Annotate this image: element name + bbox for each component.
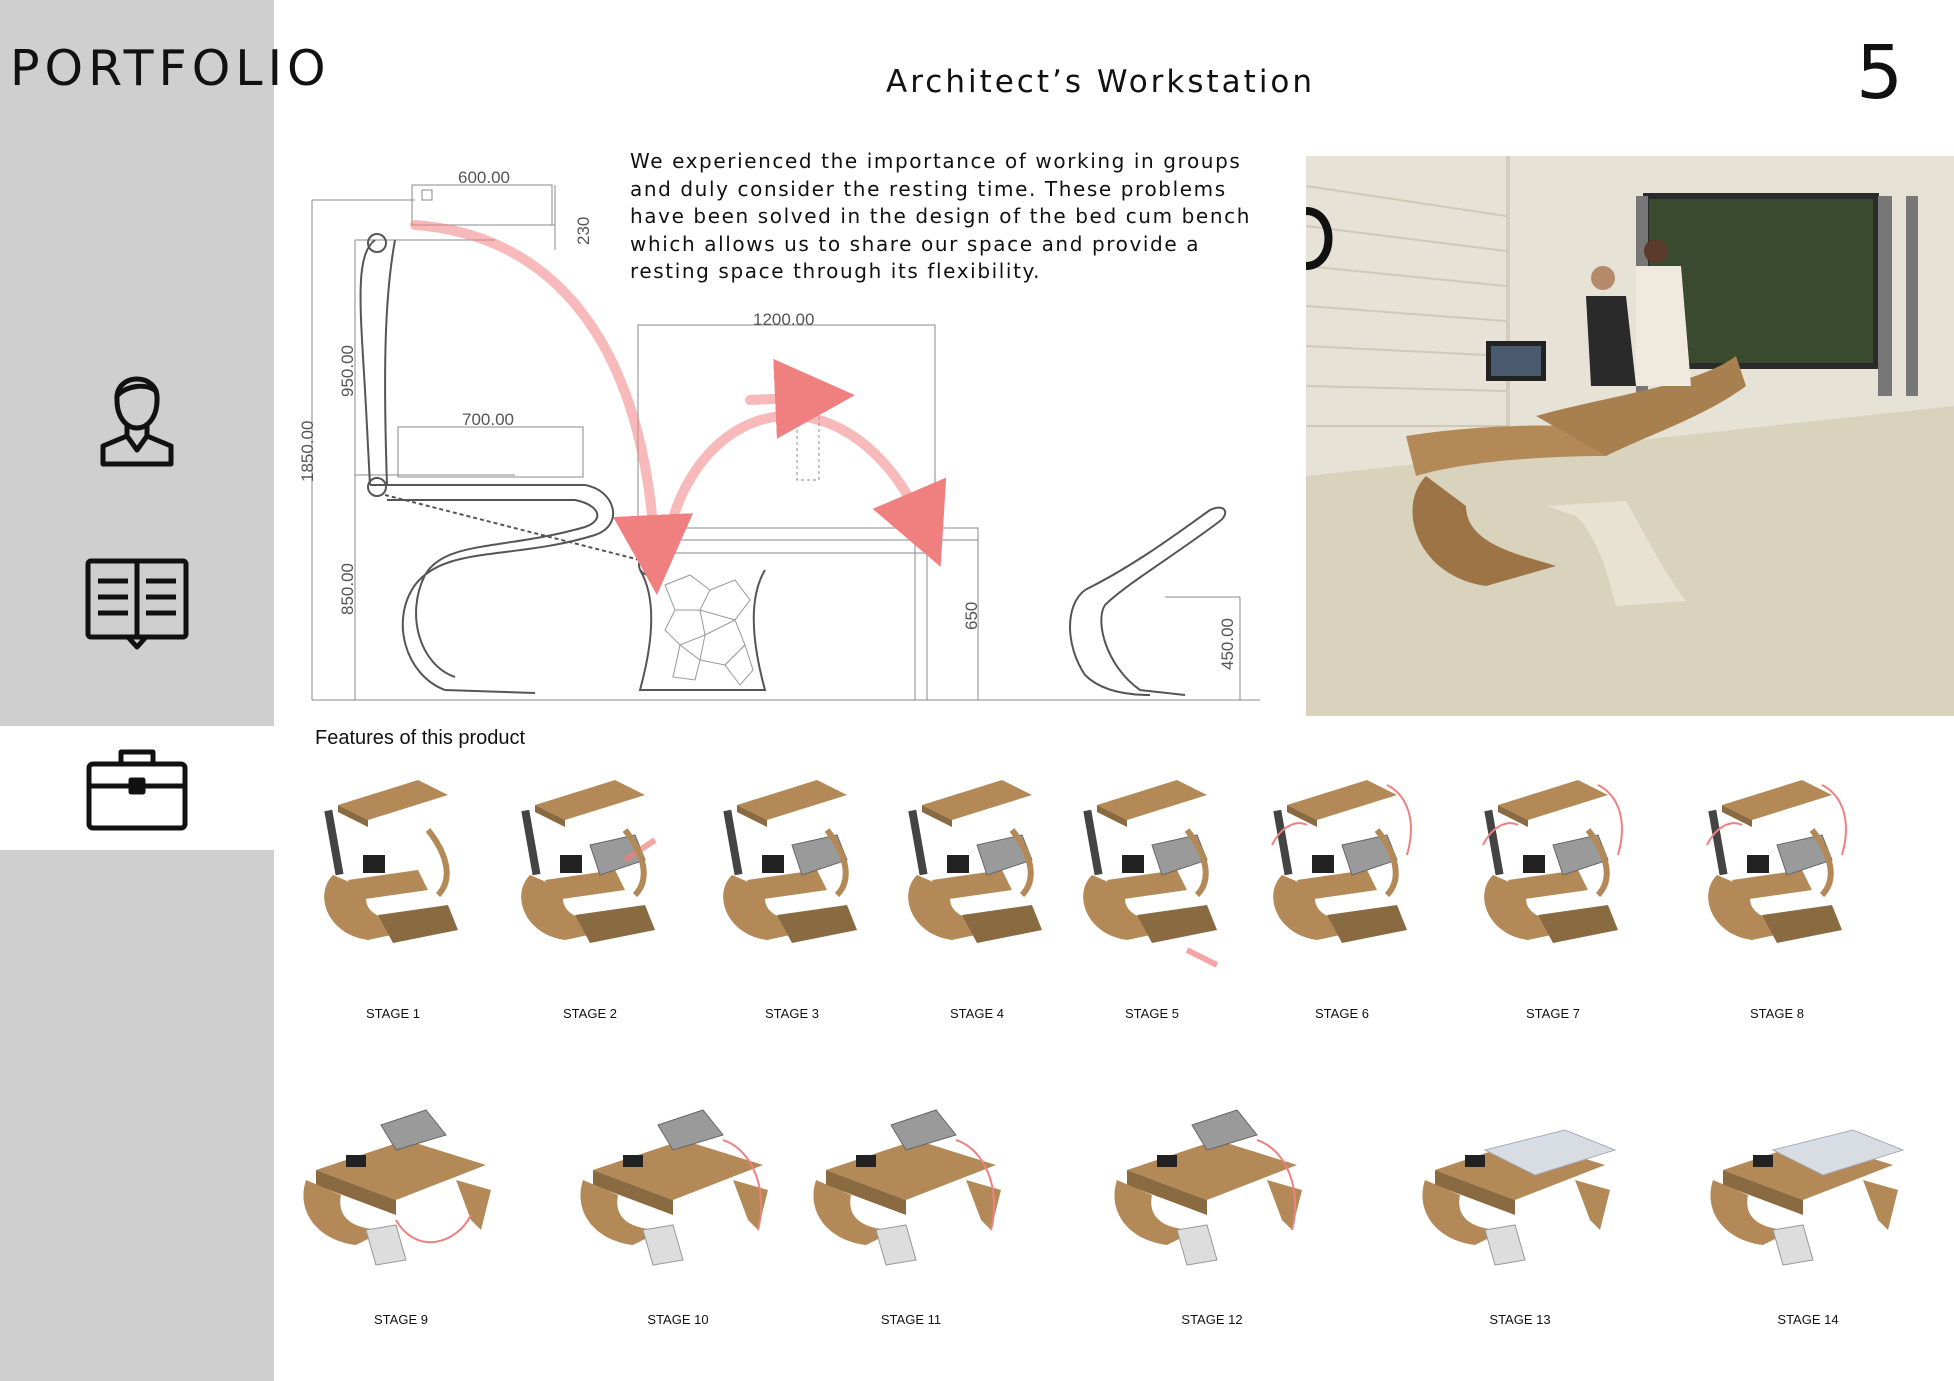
- stage-thumbnail-image: [806, 1080, 1016, 1290]
- stage-label: STAGE 6: [1315, 1006, 1369, 1021]
- stage-thumbnail-image: [1703, 1080, 1913, 1290]
- stage-thumbnail-image: [296, 1080, 506, 1290]
- nav-portfolio-work[interactable]: [0, 748, 274, 832]
- stage-thumbnail-image: [1067, 765, 1237, 985]
- stage-thumbnail-image: [892, 765, 1062, 985]
- dim-230: 230: [574, 216, 593, 245]
- dim-1200: 1200.00: [753, 310, 815, 329]
- stage-label: STAGE 3: [765, 1006, 819, 1021]
- stage-label: STAGE 14: [1777, 1312, 1839, 1327]
- stage-label: STAGE 7: [1526, 1006, 1580, 1021]
- brand-title: PORTFOLIO: [10, 40, 331, 97]
- stage-label: STAGE 11: [880, 1312, 942, 1327]
- interior-render-image: [1306, 156, 1954, 716]
- stage-label: STAGE 12: [1181, 1312, 1243, 1327]
- stage-thumbnail-image: [707, 765, 877, 985]
- dim-450: 450.00: [1218, 618, 1237, 670]
- open-book-icon: [84, 555, 190, 651]
- dim-600: 600.00: [458, 168, 510, 187]
- stage-label: STAGE 8: [1750, 1006, 1804, 1021]
- briefcase-icon: [85, 748, 189, 832]
- stage-thumbnail-image: [308, 765, 478, 985]
- dim-650: 650: [962, 601, 981, 630]
- stage-thumbnail-image: [573, 1080, 783, 1290]
- stage-label: STAGE 10: [647, 1312, 709, 1327]
- page-number: 5: [1856, 30, 1904, 116]
- stage-thumbnail-image: [1257, 765, 1427, 985]
- stage-thumbnail-image: [1107, 1080, 1317, 1290]
- technical-drawing: [295, 165, 1265, 705]
- page-title: Architect’s Workstation: [886, 64, 1316, 100]
- dim-1850: 1850.00: [298, 420, 317, 482]
- stage-label: STAGE 13: [1489, 1312, 1551, 1327]
- stage-thumbnail-image: [1415, 1080, 1625, 1290]
- dim-850: 850.00: [338, 563, 357, 615]
- stage-thumbnail-image: [1692, 765, 1862, 985]
- nav-profile[interactable]: [0, 360, 274, 468]
- stage-label: STAGE 1: [366, 1006, 420, 1021]
- person-icon: [97, 360, 177, 468]
- dim-950: 950.00: [338, 345, 357, 397]
- stage-label: STAGE 4: [950, 1006, 1004, 1021]
- stage-label: STAGE 2: [563, 1006, 617, 1021]
- nav-publications[interactable]: [0, 555, 274, 651]
- stage-thumbnail-image: [505, 765, 675, 985]
- stage-thumbnail-image: [1468, 765, 1638, 985]
- intro-paragraph: We experienced the importance of working in groups and duly consider the resting time. These problems have been solved in the design of the bed cum bench which allows us to share our space and provide a resting space through its flexibility.: [630, 149, 1251, 283]
- stage-label: STAGE 9: [374, 1312, 428, 1327]
- stage-label: STAGE 5: [1125, 1006, 1179, 1021]
- features-heading: Features of this product: [315, 727, 526, 749]
- dim-700: 700.00: [462, 410, 514, 429]
